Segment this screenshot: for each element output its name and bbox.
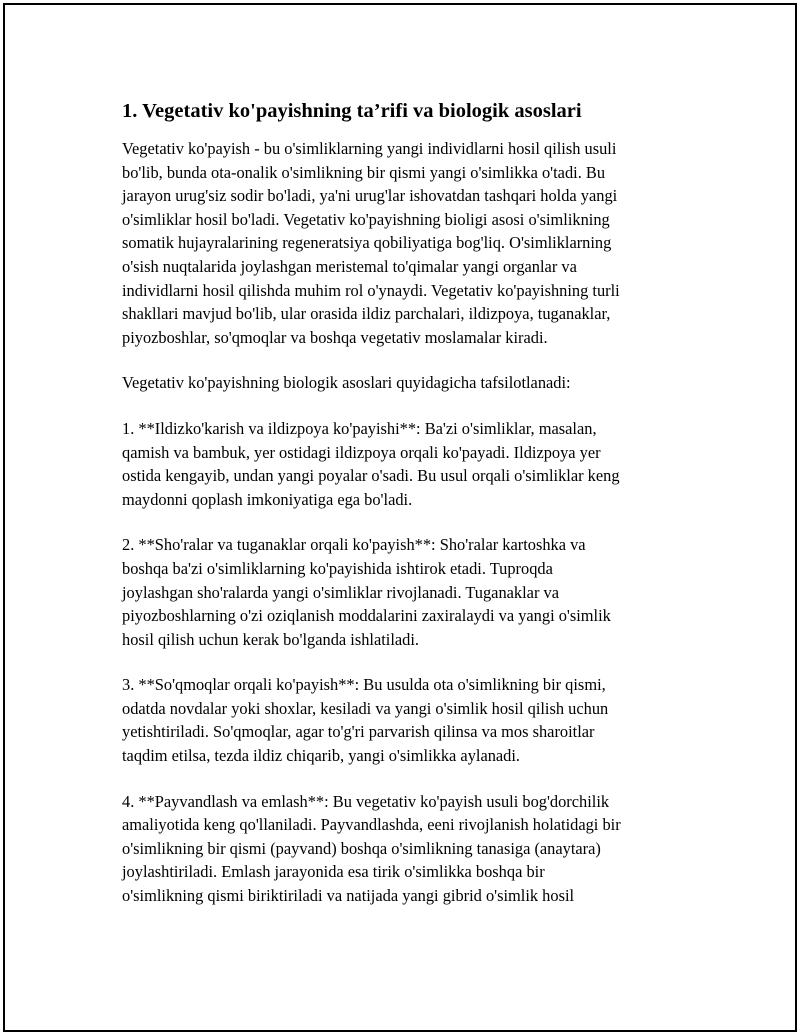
text-line: piyozboshlarning o'zi oziqlanish moddalarini zaxiralaydi va yangi o'simlik (122, 606, 611, 626)
text-line: shakllari mavjud bo'lib, ular orasida ildiz parchalari, ildizpoya, tuganaklar, (122, 304, 611, 324)
text-line: boshqa ba'zi o'simliklarning ko'payishida ishtirok etadi. Tuproqda (122, 558, 553, 578)
text-line: bo'lib, bunda ota-onalik o'simlikning bir qismi yangi o'simlikka o'tadi. Bu (122, 162, 606, 182)
text-line: Vegetativ ko'payishning biologik asoslari quyidagicha tafsilotlanadi: (122, 373, 571, 393)
text-line: joylashtiriladi. Emlash jarayonida esa tirik o'simlikka boshqa bir (122, 862, 545, 882)
text-line: individlarni hosil qilishda muhim rol o'ynaydi. Vegetativ ko'payishning turli (122, 280, 620, 300)
text-line: hosil qilish uchun kerak bo'lganda ishlatiladi. (122, 629, 420, 649)
text-line: jarayon urug'siz sodir bo'ladi, ya'ni urug'lar ishovatdan tashqari holda yangi (122, 186, 618, 206)
text-line: odatda novdalar yoki shoxlar, kesiladi va yangi o'simlik hosil qilish uchun (122, 698, 609, 718)
text-line: yetishtiriladi. So'qmoqlar, agar to'g'ri parvarish qilinsa va mos sharoitlar (122, 722, 595, 742)
text-line: 4. **Payvandlash va emlash**: Bu vegetativ ko'payish usuli bog'dorchilik (122, 791, 610, 811)
text-line: qamish va bambuk, yer ostidagi ildizpoya orqali ko'payadi. Ildizpoya yer (122, 442, 601, 462)
text-line: taqdim etilsa, tezda ildiz chiqarib, yangi o'simlikka aylanadi. (122, 746, 521, 766)
list-item-tubers (122, 533, 702, 651)
text-line: somatik hujayralarining regeneratsiya qobiliyatiga bog'liq. O'simliklarning (122, 233, 612, 253)
list-item-grafting (122, 790, 702, 908)
intro-paragraph (122, 137, 702, 349)
text-line: o'simlikning qismi biriktiriladi va natijada yangi gibrid o'simlik hosil (122, 886, 575, 906)
text-line: amaliyotida keng qo'llaniladi. Payvandlashda, eeni rivojlanish holatidagi bir (122, 815, 621, 835)
text-line: joylashgan sho'ralarda yangi o'simliklar rivojlanadi. Tuganaklar va (122, 582, 559, 602)
text-line: o'sish nuqtalarida joylashgan meristemal to'qimalar yangi organlar va (122, 256, 577, 276)
text-line: o'simlikning bir qismi (payvand) boshqa o'simlikning tanasiga (anaytara) (122, 838, 601, 858)
text-line: 1. **Ildizko'karish va ildizpoya ko'payishi**: Ba'zi o'simliklar, masalan, (122, 418, 597, 438)
text-line: Vegetativ ko'payish - bu o'simliklarning yangi individlarni hosil qilish usuli (122, 139, 617, 158)
text-line: ostida kengayib, undan yangi poyalar o'sadi. Bu usul orqali o'simliklar keng (122, 466, 620, 486)
text-line: 3. **So'qmoqlar orqali ko'payish**: Bu usulda ota o'simlikning bir qismi, (122, 675, 606, 695)
section-heading: 1. Vegetativ ko'payishning ta’rifi va biologik asoslari (122, 100, 582, 122)
page-frame (3, 3, 797, 1032)
list-item-rhizome (122, 417, 702, 511)
summary-paragraph (122, 371, 702, 395)
text-line: piyozboshlar, so'qmoqlar va boshqa vegetativ moslamalar kiradi. (122, 327, 548, 347)
list-item-cuttings (122, 673, 702, 767)
text-line: o'simliklar hosil bo'ladi. Vegetativ ko'payishning bioligi asosi o'simlikning (122, 209, 610, 229)
text-line: 2. **Sho'ralar va tuganaklar orqali ko'payish**: Sho'ralar kartoshka va (122, 535, 586, 555)
text-line: maydonni qoplash imkoniyatiga ega bo'ladi. (122, 489, 413, 509)
document-body (122, 97, 702, 930)
